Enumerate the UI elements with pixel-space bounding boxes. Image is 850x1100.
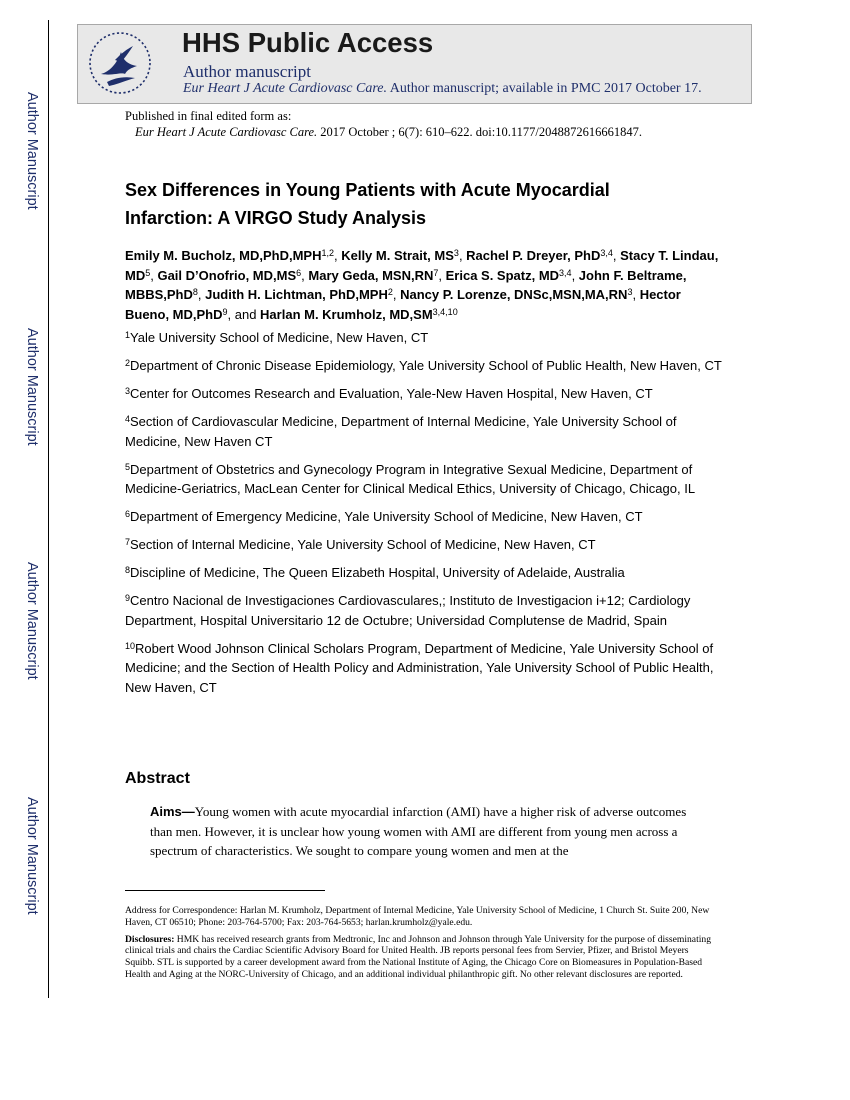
banner-availability [183, 81, 702, 97]
footnotes [125, 905, 720, 986]
author-name: Stacy T. Lindau, MD [125, 248, 719, 283]
author-name: Harlan M. Krumholz, MD,SM [260, 306, 433, 322]
affiliation-item [125, 328, 735, 348]
side-label-text: Author Manuscript [24, 328, 40, 446]
author-affiliation-ref: 7 [433, 267, 439, 278]
author-name: Judith H. Lichtman, PhD,MPH [205, 287, 388, 302]
affiliation-number: 3 [125, 386, 131, 396]
banner-subtitle: Author manuscript [183, 62, 311, 81]
affiliation-item [125, 460, 735, 499]
abstract-aims [150, 802, 710, 861]
author-name: Mary Geda, MSN,RN [308, 267, 434, 283]
published-notice [125, 108, 642, 140]
disclosures-note [125, 934, 720, 981]
affiliation-number: 6 [125, 509, 131, 519]
affiliation-item [125, 563, 735, 583]
author-name: Emily M. Bucholz, MD,PhD,MPH [125, 248, 322, 263]
affiliation-item [125, 384, 735, 404]
side-label [24, 92, 48, 292]
affiliation-text: Yale University School of Medicine, New Haven, CT [130, 330, 429, 345]
author-affiliation-ref: 8 [192, 287, 198, 297]
author-name: Nancy P. Lorenze, DNSc,MSN,MA,RN [400, 287, 628, 302]
affiliation-item [125, 535, 735, 555]
published-journal: Eur Heart J Acute Cardiovasc Care. [135, 125, 318, 139]
affiliation-item [125, 356, 735, 376]
affiliation-number: 4 [125, 414, 131, 424]
hhs-eagle-logo [87, 30, 153, 96]
affiliation-text: Department of Emergency Medicine, Yale University School of Medicine, New Haven, CT [130, 509, 643, 524]
author-affiliation-ref: 2 [387, 287, 393, 297]
paper-title: Sex Differences in Young Patients with Acute Myocardial Infarction: A VIRGO Study Analysis [125, 180, 610, 228]
author-name: Erica S. Spatz, MD [445, 267, 560, 283]
author-affiliation-ref: 1,2 [321, 248, 334, 258]
author-affiliation-ref: 3 [453, 248, 459, 258]
abstract-heading: Abstract [125, 770, 190, 787]
author-affiliation-ref: 3 [627, 287, 633, 297]
side-label-text: Author Manuscript [24, 797, 40, 915]
affiliation-number: 5 [125, 461, 131, 472]
author-affiliation-ref: 6 [296, 267, 302, 278]
side-label-text: Author Manuscript [24, 562, 40, 680]
author-affiliation-ref: 3,4 [559, 267, 572, 278]
affiliations [125, 328, 735, 706]
affiliation-number: 2 [125, 358, 131, 368]
author-affiliation-ref: 3,4 [600, 248, 613, 258]
author-list: Emily M. Bucholz, MD,PhD,MPH$^{1,2}$, Kelly M. Strait, $MS^3$, Rachel P. Dreyer, PhD$^{3,4}$, Stacy T. Lindau, $MD^5$, Gail D’Onofrio, $MD,MS^6$, Mary Geda, $MSN,RN^7$, Erica S. Spatz, MD$^{3,4}$, John F. Beltrame, MBBS,PhD$^8$, Judith H. Lichtman, PhD,MPH$^2$, Nancy P. Lorenze, $DNSc,MSN,MA,RN^3$, Hector Bueno, MD,PhD$^9$, and Harlan M. Krumholz, MD,SM$^{3,4,10}$ [125, 248, 719, 322]
correspondence-note: Address for Correspondence: Harlan M. Krumholz, Department of Internal Medicine, Yale University School of Medicine, 1 Church St. Suite 200, New Haven, CT 06510; Phone: 203-764-5700; Fax: 203-764-5653; harlan.krumholz@yale.edu. [125, 905, 710, 928]
affiliation-item [125, 639, 735, 698]
published-intro: Published in final edited form as: [125, 109, 292, 123]
side-label [24, 797, 48, 997]
author-name: Gail D’Onofrio, MD,MS [157, 267, 297, 283]
affiliation-item [125, 412, 735, 451]
author-name: Rachel P. Dreyer, PhD [466, 248, 601, 263]
affiliation-item [125, 591, 735, 630]
side-label [24, 328, 48, 528]
affiliation-number: 1 [125, 330, 131, 340]
author-name: John F. Beltrame, MBBS,PhD [125, 267, 687, 302]
author-affiliation-ref: 3,4,10 [432, 306, 458, 317]
affiliation-text: Section of Cardiovascular Medicine, Department of Internal Medicine, Yale University School of Medicine, New Haven CT [125, 414, 677, 449]
affiliation-text: Discipline of Medicine, The Queen Elizabeth Hospital, University of Adelaide, Australia [130, 565, 625, 580]
affiliation-text: Department of Obstetrics and Gynecology Program in Integrative Sexual Medicine, Department of Medicine-Geriatrics, MacLean Center for Clinical Medical Ethics, University of Chicago, Chicago, IL [125, 461, 696, 496]
affiliation-text: Center for Outcomes Research and Evaluation, Yale-New Haven Hospital, New Haven, CT [130, 386, 653, 401]
disclosures-label: Disclosures: [125, 933, 175, 945]
published-details: 2017 October ; 6(7): 610–622. doi:10.1177/2048872616661847. [317, 125, 643, 139]
author-affiliation-ref: 9 [222, 306, 228, 317]
affiliation-item [125, 507, 735, 527]
aims-label: Aims— [150, 804, 195, 819]
affiliation-text: Department of Chronic Disease Epidemiology, Yale University School of Public Health, New Haven, CT [130, 358, 722, 373]
side-label [24, 562, 48, 762]
author-affiliation-ref: 5 [145, 267, 151, 278]
affiliation-text: Section of Internal Medicine, Yale University School of Medicine, New Haven, CT [130, 537, 596, 552]
affiliation-number: 9 [125, 593, 131, 603]
affiliation-number: 8 [125, 565, 131, 575]
affiliation-number: 10 [125, 640, 136, 651]
margin-rule [48, 20, 49, 998]
footnote-rule [125, 890, 325, 891]
banner-title: HHS Public Access [182, 27, 434, 58]
author-name: Kelly M. Strait, MS [341, 248, 454, 263]
banner-availability-text: Author manuscript; available in PMC 2017 October 17. [387, 81, 702, 96]
aims-text: Young women with acute myocardial infarction (AMI) have a higher risk of adverse outcomes than men. However, it is unclear how young women with AMI are different from young men across a spectrum of characteristics. We sought to compare young women and men at the [150, 804, 687, 858]
affiliation-number: 7 [125, 537, 131, 547]
published-citation [125, 124, 642, 140]
banner-journal: Eur Heart J Acute Cardiovasc Care. [183, 81, 388, 96]
affiliation-text: Robert Wood Johnson Clinical Scholars Program, Department of Medicine, Yale University School of Medicine; and the Section of Health Policy and Administration, Yale University School of Public Health, New Haven, CT [125, 640, 714, 695]
author-joiner: , and [227, 306, 261, 322]
disclosures-text: HMK has received research grants from Medtronic, Inc and Johnson and Johnson through Yale University for the purpose of disseminating clinical trials and chairs the Cardiac Scientific Advisory Board for United Health. JB reports personal fees from Servier, Pfizer, and Bristol Meyers Squibb. STL is supported by a career development award from the National Institute of Aging, the Chicago Core on Biomeasures in Population-Based Health and Aging at the NORC-University of Chicago, and an additional individual philanthropic gift. No other relevant disclosures are reported. [125, 933, 711, 980]
author-name: Hector Bueno, MD,PhD [125, 287, 681, 322]
hhs-banner [77, 24, 752, 104]
affiliation-text: Centro Nacional de Investigaciones Cardiovasculares,; Instituto de Investigacion i+12; Cardiology Department, Hospital Universitario 12 de Octubre; Universidad Complutense de Madrid, Spain [125, 593, 691, 628]
side-label-text: Author Manuscript [24, 92, 40, 210]
